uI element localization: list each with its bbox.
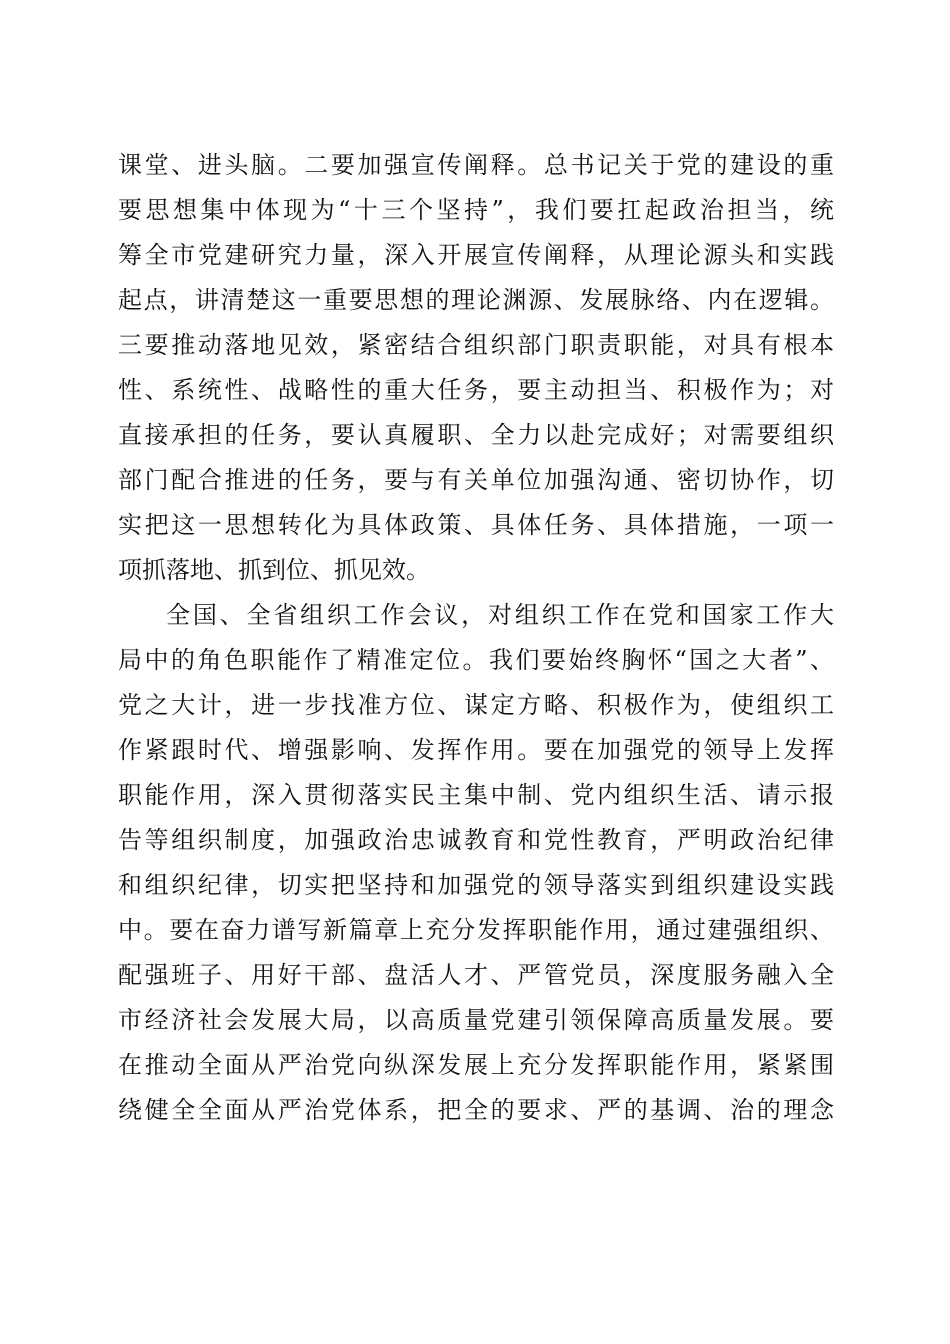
text-line: 三要推动落地见效，紧密结合组织部门职责职能，对具有根本 — [118, 331, 834, 359]
text-line: 课堂、进头脑。二要加强宣传阐释。总书记关于党的建设的重 — [118, 151, 834, 179]
text-line: 告等组织制度，加强政治忠诚教育和党性教育，严明政治纪律 — [118, 826, 834, 854]
text-line: 绕健全全面从严治党体系，把全的要求、严的基调、治的理念 — [118, 1096, 834, 1124]
text-line: 实把这一思想转化为具体政策、具体任务、具体措施，一项一 — [118, 511, 834, 539]
paragraph-2 — [118, 593, 834, 1133]
text-line: 配强班子、用好干部、盘活人才、严管党员，深度服务融入全 — [118, 961, 834, 989]
text-line: 局中的角色职能作了精准定位。我们要始终胸怀“国之大者”、 — [118, 646, 834, 674]
text-line: 党之大计，进一步找准方位、谋定方略、积极作为，使组织工 — [118, 691, 834, 719]
text-line: 要思想集中体现为“十三个坚持”，我们要扛起政治担当，统 — [118, 196, 834, 224]
text-line: 作紧跟时代、增强影响、发挥作用。要在加强党的领导上发挥 — [118, 736, 834, 764]
text-line: 市经济社会发展大局，以高质量党建引领保障高质量发展。要 — [118, 1006, 834, 1034]
document-body — [118, 143, 834, 1133]
text-line: 筹全市党建研究力量，深入开展宣传阐释，从理论源头和实践 — [118, 241, 834, 269]
text-line: 项抓落地、抓到位、抓见效。 — [118, 556, 430, 584]
text-line: 性、系统性、战略性的重大任务，要主动担当、积极作为；对 — [118, 376, 834, 404]
text-line: 部门配合推进的任务，要与有关单位加强沟通、密切协作，切 — [118, 466, 834, 494]
text-line: 中。要在奋力谱写新篇章上充分发挥职能作用，通过建强组织、 — [118, 916, 834, 944]
text-line: 职能作用，深入贯彻落实民主集中制、党内组织生活、请示报 — [118, 781, 834, 809]
paragraph-1 — [118, 143, 834, 593]
text-line: 起点，讲清楚这一重要思想的理论渊源、发展脉络、内在逻辑。 — [118, 286, 834, 314]
text-line: 和组织纪律，切实把坚持和加强党的领导落实到组织建设实践 — [118, 871, 834, 899]
text-line: 在推动全面从严治党向纵深发展上充分发挥职能作用，紧紧围 — [118, 1051, 834, 1079]
text-line: 直接承担的任务，要认真履职、全力以赴完成好；对需要组织 — [118, 421, 834, 449]
text-line: 全国、全省组织工作会议，对组织工作在党和国家工作大 — [166, 601, 834, 629]
